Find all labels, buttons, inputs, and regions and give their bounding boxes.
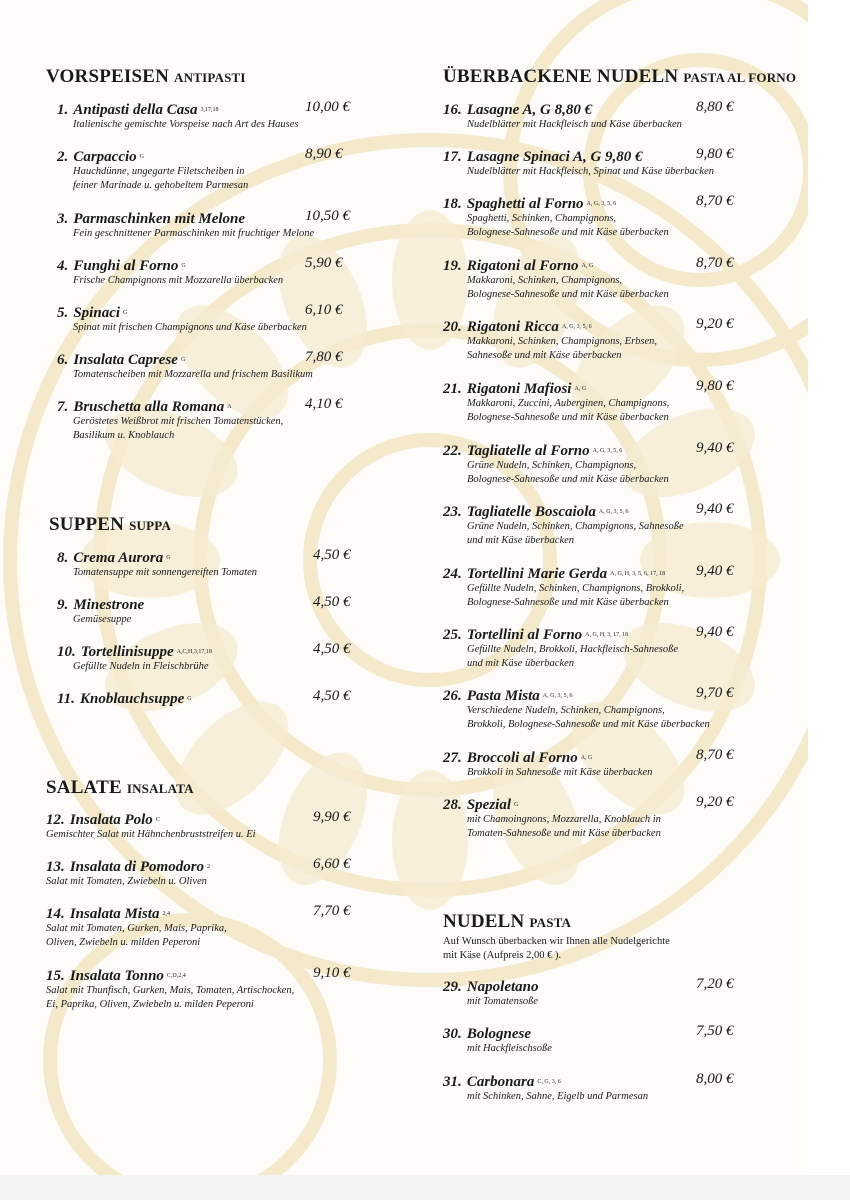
menu-item-header	[57, 146, 365, 165]
menu-item	[443, 685, 756, 732]
menu-item-name: Rigatoni al Forno	[466, 258, 579, 274]
menu-item-header	[46, 809, 373, 828]
menu-item-description: Gemüsesuppe	[73, 614, 132, 625]
menu-item	[443, 440, 756, 487]
menu-item-name: Knoblauchsuppe	[80, 691, 185, 707]
menu-item-number: 1.	[57, 102, 69, 118]
menu-item-allergens: 2	[207, 863, 211, 870]
menu-item-number: 28.	[443, 797, 462, 813]
menu-item-header	[443, 685, 756, 704]
menu-item-header	[57, 302, 365, 321]
menu-item-name: Carbonara	[466, 1074, 535, 1090]
menu-item	[443, 747, 756, 780]
menu-item-name: Crema Aurora	[73, 550, 164, 566]
menu-item-number: 23.	[443, 504, 462, 520]
menu-item-name: Parmaschinken mit Melone	[73, 211, 246, 227]
menu-item-price: 9,40 €	[696, 440, 734, 456]
menu-item-header	[57, 255, 365, 274]
menu-item-header	[443, 1071, 756, 1090]
menu-item-allergens: G	[180, 356, 186, 363]
menu-item-header	[57, 396, 365, 415]
menu-item-name: Spinaci	[73, 305, 121, 321]
menu-item-description: Spinat mit frischen Champignons und Käse überbacken	[73, 322, 307, 333]
menu-item-price: 7,20 €	[696, 976, 734, 992]
menu-item	[443, 563, 756, 610]
menu-item-header	[443, 1023, 756, 1042]
menu-item-number: 26.	[443, 688, 462, 704]
menu-item-price: 9,80 €	[696, 378, 734, 394]
menu-item-description: Gefüllte Nudeln in Fleischbrühe	[73, 661, 209, 672]
menu-item-description: Grüne Nudeln, Schinken, Champignons, Sahnesoße und mit Käse überbacken	[467, 521, 684, 546]
menu-item-header	[443, 563, 756, 582]
menu-item	[46, 809, 373, 842]
menu-item-number: 13.	[46, 859, 65, 875]
menu-item-price: 7,80 €	[305, 349, 343, 365]
section-title-nudeln: NUDELN PASTA	[443, 911, 572, 932]
menu-item-price: 8,70 €	[696, 747, 734, 763]
menu-item-description: Gefüllte Nudeln, Brokkoli, Hackfleisch-Sahnesoße und mit Käse überbacken	[467, 644, 679, 669]
menu-item-price: 9,10 €	[313, 965, 351, 981]
menu-item-allergens: G	[166, 554, 171, 561]
menu-item-description: Verschiedene Nudeln, Schinken, Champignons, Brokkoli, Bolognese-Sahnesoße und mit Käse überbacken	[467, 705, 710, 730]
menu-item-number: 3.	[57, 211, 69, 227]
menu-item-number: 9.	[57, 597, 69, 613]
menu-item-price: 5,90 €	[305, 255, 343, 271]
menu-item-description: Gefüllte Nudeln, Schinken, Champignons, Brokkoli, Bolognese-Sahnesoße und mit Käse überbacken	[467, 583, 685, 608]
menu-item-header	[443, 316, 756, 335]
menu-item-allergens: A, G, H, 3, 5, 6, 17, 18	[610, 570, 666, 577]
menu-item-price: 7,70 €	[313, 903, 351, 919]
menu-item-price: 6,60 €	[313, 856, 351, 872]
menu-item-number: 12.	[46, 812, 65, 828]
menu-item-allergens: A, G	[574, 385, 587, 392]
menu-item-name: Napoletano	[466, 979, 539, 995]
menu-item	[443, 316, 756, 363]
menu-item-name: Insalata Mista	[69, 906, 160, 922]
menu-item-name: Carpaccio	[73, 149, 137, 165]
menu-item-name: Tortellini al Forno	[466, 627, 583, 643]
menu-item-description: Tomatensuppe mit sonnengereiften Tomaten	[73, 567, 258, 578]
menu-item	[46, 856, 373, 889]
menu-item-name: Tagliatelle Boscaiola	[466, 504, 596, 520]
menu-item	[443, 976, 756, 1009]
menu-item-description: Nudelblätter mit Hackfleisch, Spinat und Käse überbacken	[467, 166, 714, 177]
menu-item	[57, 99, 365, 132]
menu-item-price: 4,50 €	[313, 641, 351, 657]
menu-item-number: 15.	[46, 968, 65, 984]
menu-item-description: Hauchdünne, ungegarte Filetscheiben in feiner Marinade u. gehobeltem Parmesan	[73, 166, 249, 191]
menu-item-header	[57, 594, 373, 613]
menu-item-allergens: 3,17,18	[200, 106, 219, 113]
menu-item-name: Rigatoni Mafiosi	[466, 381, 572, 397]
menu-item-name: Insalata di Pomodoro	[69, 859, 205, 875]
menu-item	[57, 688, 373, 707]
menu-item	[46, 903, 373, 950]
menu-item	[46, 965, 373, 1012]
menu-item-number: 11.	[57, 691, 75, 707]
menu-item-allergens: 2,4	[162, 910, 170, 917]
page-edge	[0, 1175, 850, 1200]
menu-item-allergens: C,D,2,4	[166, 972, 186, 979]
menu-item-header	[443, 440, 756, 459]
menu-item-name: Tagliatelle al Forno	[466, 443, 590, 459]
menu-item-allergens: A	[227, 403, 232, 410]
menu-item	[443, 501, 756, 548]
menu-item-name: Insalata Tonno	[69, 968, 164, 984]
menu-item	[443, 624, 756, 671]
section-title-suppen: SUPPEN SUPPA	[49, 514, 172, 535]
menu-item-number: 17.	[443, 149, 462, 165]
menu-item-allergens: A, G	[580, 754, 593, 761]
menu-item-header	[443, 193, 756, 212]
menu-item-number: 7.	[57, 399, 69, 415]
menu-item-allergens: G	[514, 801, 519, 808]
section-title-vorspeisen: VORSPEISEN ANTIPASTI	[46, 66, 246, 87]
menu-item-name: Spaghetti al Forno	[466, 196, 584, 212]
menu-item-description: mit Hackfleischsoße	[467, 1043, 552, 1054]
menu-item-number: 30.	[443, 1026, 462, 1042]
menu-item-allergens: A,C,H,3,17,18	[176, 648, 212, 655]
menu-item-description: mit Tomatensoße	[467, 996, 539, 1007]
menu-item-name: Lasagne Spinaci A, G 9,80 €	[466, 149, 643, 165]
menu-item-header	[443, 501, 756, 520]
menu-item-description: Makkaroni, Schinken, Champignons, Erbsen, Sahnesoße und mit Käse überbacken	[467, 336, 658, 361]
menu-item-price: 8,00 €	[696, 1071, 734, 1087]
menu-item	[57, 594, 373, 627]
menu-item-header	[443, 747, 756, 766]
menu-item-allergens: G	[181, 262, 186, 269]
section-title-ueberbackene: ÜBERBACKENE NUDELN PASTA AL FORNO	[443, 66, 797, 87]
menu-item-allergens: C, G, 3, 6	[537, 1078, 561, 1085]
nudeln-note: Auf Wunsch überbacken wir Ihnen alle Nudelgerichte mit Käse (Aufpreis 2,00 € ).	[443, 936, 670, 961]
menu-item-name: Antipasti della Casa	[73, 102, 198, 118]
menu-item-description: Makkaroni, Zuccini, Auberginen, Champignons, Bolognese-Sahnesoße und mit Käse überbacken	[467, 398, 670, 423]
menu-item	[443, 794, 756, 841]
menu-item-name: Funghi al Forno	[73, 258, 179, 274]
menu-item-allergens: G	[139, 153, 145, 160]
menu-item-number: 10.	[57, 644, 76, 660]
menu-item-description: Spaghetti, Schinken, Champignons, Bolognese-Sahnesoße und mit Käse überbacken	[467, 213, 669, 238]
menu-item-number: 6.	[57, 352, 69, 368]
menu-item-price: 4,50 €	[313, 594, 351, 610]
menu-item-number: 14.	[46, 906, 65, 922]
menu-item-description: Salat mit Thunfisch, Gurken, Mais, Tomaten, Artischocken, Ei, Paprika, Oliven, Zwiebeln u. milden Peperoni	[46, 985, 295, 1010]
menu-item-header	[443, 378, 756, 397]
menu-item-name: Rigatoni Ricca	[466, 319, 559, 335]
menu-item-allergens: G	[123, 309, 128, 316]
menu-item-name: Lasagne A, G 8,80 €	[466, 102, 593, 118]
menu-item	[443, 1023, 756, 1056]
menu-item-header	[57, 547, 373, 566]
menu-item	[443, 255, 756, 302]
menu-item-header	[46, 965, 373, 984]
menu-item	[57, 349, 365, 382]
menu-item-description: Tomatenscheiben mit Mozzarella und frischem Basilikum	[73, 369, 313, 380]
menu-item-description: Nudelblätter mit Hackfleisch und Käse überbacken	[467, 119, 682, 130]
menu-item-price: 9,20 €	[696, 794, 734, 810]
menu-item	[57, 396, 365, 443]
menu-item	[443, 99, 756, 132]
menu-item-header	[443, 794, 756, 813]
menu-item-header	[443, 255, 756, 274]
menu-item-price: 8,90 €	[305, 146, 343, 162]
menu-item-header	[57, 99, 365, 118]
menu-item-name: Tortellinisuppe	[80, 644, 174, 660]
menu-item	[443, 378, 756, 425]
menu-item-name: Bruschetta alla Romana	[73, 399, 225, 415]
menu-item	[57, 208, 365, 241]
menu-item-price: 6,10 €	[305, 302, 343, 318]
menu-item	[57, 547, 373, 580]
menu-item-price: 10,00 €	[305, 99, 350, 115]
menu-item-description: Geröstetes Weißbrot mit frischen Tomatenstücken, Basilikum u. Knoblauch	[73, 416, 284, 441]
menu-item-name: Bolognese	[466, 1026, 532, 1042]
menu-item-price: 8,70 €	[696, 255, 734, 271]
menu-item-header	[57, 641, 373, 660]
menu-item-price: 9,20 €	[696, 316, 734, 332]
menu-item-price: 9,90 €	[313, 809, 351, 825]
menu-item-header	[57, 208, 365, 227]
menu-item-allergens: C	[155, 816, 160, 823]
menu-item-name: Pasta Mista	[466, 688, 540, 704]
menu-item	[57, 302, 365, 335]
menu-item-price: 4,50 €	[313, 547, 351, 563]
menu-item-description: Gemischter Salat mit Hähnchenbruststreifen u. Ei	[46, 829, 256, 840]
menu-item-header	[443, 976, 756, 995]
menu-item-description: mit Chamoingnons, Mozzarella, Knoblauch in Tomaten-Sahnesoße und mit Käse überbacken	[467, 814, 661, 839]
menu-item-number: 8.	[57, 550, 69, 566]
menu-item-price: 4,10 €	[305, 396, 343, 412]
menu-item-description: Fein geschnittener Parmaschinken mit fruchtiger Melone	[73, 228, 315, 239]
menu-item-price: 8,70 €	[696, 193, 734, 209]
menu-item-allergens: A, G, 3, 5, 6	[586, 200, 617, 207]
menu-item-number: 22.	[443, 443, 462, 459]
menu-item-number: 31.	[443, 1074, 462, 1090]
menu-item-description: mit Schinken, Sahne, Eigelb und Parmesan	[467, 1091, 649, 1102]
menu-item	[443, 146, 756, 179]
menu-item-allergens: G	[187, 695, 192, 702]
menu-item-price: 7,50 €	[696, 1023, 734, 1039]
menu-item-name: Broccoli al Forno	[466, 750, 578, 766]
menu-item-number: 24.	[443, 566, 462, 582]
menu-item	[443, 193, 756, 240]
menu-item-number: 20.	[443, 319, 462, 335]
menu-item-number: 29.	[443, 979, 462, 995]
menu-item-price: 9,70 €	[696, 685, 734, 701]
menu-item-header	[46, 903, 373, 922]
menu-item-number: 27.	[443, 750, 462, 766]
menu-item-price: 9,40 €	[696, 624, 734, 640]
menu-item-header	[443, 99, 756, 118]
menu-item-price: 10,50 €	[305, 208, 350, 224]
menu-item-header	[57, 688, 373, 707]
menu-item-name: Insalata Polo	[69, 812, 153, 828]
menu-item-description: Salat mit Tomaten, Zwiebeln u. Oliven	[46, 876, 207, 887]
menu-item-number: 5.	[57, 305, 69, 321]
menu-item-price: 9,80 €	[696, 146, 734, 162]
menu-item-price: 9,40 €	[696, 501, 734, 517]
menu-item-allergens: A, G, 3, 5, 6	[592, 447, 623, 454]
menu-item-allergens: A, G, 3, 5, 6	[561, 323, 592, 330]
menu-item-allergens: A, G	[581, 262, 594, 269]
menu-item	[57, 146, 365, 193]
menu-item	[57, 641, 373, 674]
menu-item-number: 2.	[57, 149, 69, 165]
menu-item-header	[46, 856, 373, 875]
menu-item-header	[443, 624, 756, 643]
menu-item-number: 18.	[443, 196, 462, 212]
menu-item-price: 8,80 €	[696, 99, 734, 115]
menu-item-description: Brokkoli in Sahnesoße mit Käse überbacken	[467, 767, 653, 778]
menu-item	[57, 255, 365, 288]
menu-item	[443, 1071, 756, 1104]
menu-item-description: Makkaroni, Schinken, Champignons, Bolognese-Sahnesoße und mit Käse überbacken	[467, 275, 669, 300]
menu-item-name: Insalata Caprese	[73, 352, 178, 368]
menu-item-description: Frische Champignons mit Mozzarella überbacken	[73, 275, 284, 286]
menu-item-number: 25.	[443, 627, 462, 643]
menu-item-header	[443, 146, 756, 165]
menu-item-allergens: A, G, 3, 5, 6	[542, 692, 573, 699]
menu-item-allergens: A, G, H, 3, 17, 18	[585, 631, 629, 638]
menu-item-number: 19.	[443, 258, 462, 274]
menu-item-name: Tortellini Marie Gerda	[466, 566, 608, 582]
menu-item-description: Salat mit Tomaten, Gurken, Mais, Paprika, Oliven, Zwiebeln u. milden Peperoni	[46, 923, 227, 948]
menu-item-price: 4,50 €	[313, 688, 351, 704]
menu-item-header	[57, 349, 365, 368]
section-title-salate: SALATE INSALATA	[46, 777, 194, 798]
menu-item-description: Grüne Nudeln, Schinken, Champignons, Bolognese-Sahnesoße und mit Käse überbacken	[467, 460, 669, 485]
menu-item-name: Minestrone	[73, 597, 145, 613]
menu-item-number: 16.	[443, 102, 462, 118]
menu-item-price: 9,40 €	[696, 563, 734, 579]
menu-item-number: 4.	[57, 258, 69, 274]
menu-item-number: 21.	[443, 381, 462, 397]
menu-item-allergens: A, G, 3, 5, 6	[598, 508, 629, 515]
menu-item-name: Spezial	[466, 797, 512, 813]
menu-item-description: Italienische gemischte Vorspeise nach Art des Hauses	[73, 119, 299, 130]
